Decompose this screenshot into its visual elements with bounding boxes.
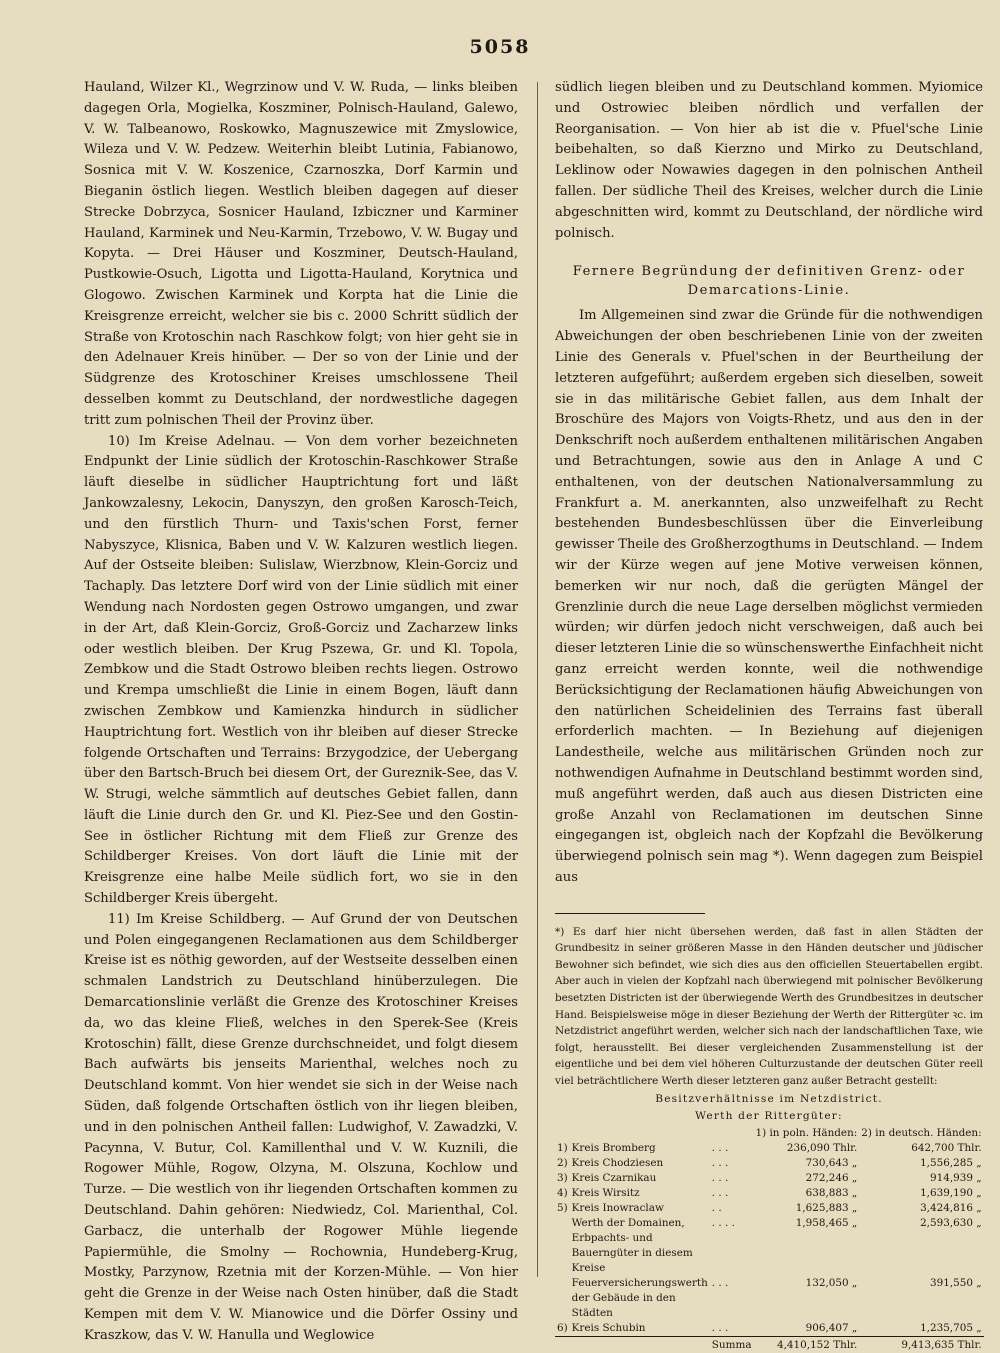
value-polish: 1,625,883 „: [795, 1201, 858, 1214]
table-body: [555, 1141, 984, 1353]
value-german: 642,700 Thlr.: [911, 1141, 982, 1154]
section-heading: Fernere Begründung der definitiven Grenz- oder Demarcations-Linie.: [572, 264, 966, 299]
table-row: [555, 1186, 984, 1201]
value-german: 1,556,285 „: [920, 1156, 982, 1169]
row-label: Kreis Bromberg: [571, 1141, 656, 1154]
value-polish: 132,050 „: [805, 1276, 858, 1289]
value-polish: 272,246 „: [805, 1171, 858, 1184]
footnote-rule: [555, 913, 705, 914]
column-header-german: 2) in deutsch. Händen:: [861, 1126, 982, 1139]
value-german: 3,424,816 „: [920, 1201, 982, 1214]
value-polish: 1,958,465 „: [795, 1216, 858, 1229]
column-divider: [537, 82, 538, 1277]
table-row: [555, 1276, 984, 1321]
paragraph-kreis-adelnau: 10) Im Kreise Adelnau. — Von dem vorher bezeichneten Endpunkt der Linie südlich der Krotoschin-Raschkower Straße läuft dieselbe in südlicher Hauptrichtung fort und läßt Jankowzalesny, Lekocin, Danyszyn, den großen Karosch-Teich, und den fürstlich Thurn- und Taxis'schen Forst, ferner Nabyszyce, Klisnica, Baben und V. W. Kalzuren westlich liegen. Auf der Ostseite bleiben: Sulislaw, Wierzbnow, Klein-Gorciz und Tachaply. Das letztere Dorf wird von der Linie südlich mit einer Wendung nach Nordosten gegen Ostrowo umgangen, und zwar in der Art, daß Klein-Gorciz, Groß-Gorciz und Zacharzew links oder westlich bleiben. Der Krug Pszewa, Gr. und Kl. Topola, Zembkow und die Stadt Ostrowo bleiben rechts liegen. Ostrowo und Krempa umschließt die Linie in einem Bogen, läuft dann zwischen Zembkow und Kamienzka hindurch in südlicher Hauptrichtung fort. Westlich von ihr bleiben auf dieser Strecke folgende Ortschaften und Terrains: Brzygodzice, der Uebergang über den Bartsch-Bruch bei diesem Ort, der Gureznik-See, das V. W. Strugi, welche sämmtlich auf deutsches Gebiet fallen, dann läuft die Linie durch den Gr. und Kl. Piez-See und den Gostin-See in östlicher Richtung mit dem Fließ zur Grenze des Schildberger Kreises. Von dort läuft die Linie mit der Kreisgrenze eine halbe Meile südlich fort, wo sie in den Schildberger Kreis übergeht.: [84, 433, 518, 907]
paragraph-schildberg-continued: südlich liegen bleiben und zu Deutschland kommen. Myiomice und Ostrowiec bleiben nördlich und verfallen der Reorganisation. — Von hier ab ist die v. Pfuel'sche Linie beibehalten, so daß Kierzno und Mirko zu Deutschland, Leklinow oder Nowawies dagegen in den polnischen Antheil fallen. Der südliche Theil des Kreises, welcher durch die Linie abgeschnitten wird, kommt zu Deutschland, der nördliche wird polnisch.: [555, 80, 983, 241]
paragraph-justification: Im Allgemeinen sind zwar die Gründe für die nothwendigen Abweichungen der oben beschriebenen Linie von der zweiten Linie des Generals v. Pfuel'schen in der Beurtheilung der letzteren aufgeführt; außerdem ergeben sich dieselben, soweit sie in das militärische Gebiet fallen, aus dem Inhalt der Broschüre des Majors von Voigts-Rhetz, und aus den in der Denkschrift noch außerdem enthaltenen militärischen Angaben und Betrachtungen, sowie aus den in Anlage A und C enthaltenen, von der deutschen Nationalversammlung zu Frankfurt a. M. anerkannten, also unzweifelhaft zu Recht bestehenden Bundesbeschlüssen über die Einverleibung gewisser Theile des Großherzogthums in Deutschland. — Indem wir der Kürze wegen auf jene Motive verweisen können, bemerken wir nur noch, daß die gerügten Mängel der Grenzlinie durch die neue Lage derselben möglichst vermieden würden; wir dürfen jedoch nicht verschweigen, daß auch bei dieser letzteren Linie die so wünschenswerthe Einfachheit nicht ganz erreicht werden konnte, weil die nothwendige Berücksichtigung der Reclamationen häufig Abweichungen von den natürlichen Scheidelinien des Terrains fast überall erforderlich machten. — In Beziehung auf diejenigen Landestheile, welche aus militärischen Gründen noch zur nothwendigen Aufnahme in Deutschland bestimmt worden sind, muß angeführt werden, daß auch aus diesen Districten eine große Anzahl von Reclamationen im deutschen Sinne eingegangen ist, obgleich nach der Kopfzahl die Bevölkerung überwiegend polnisch sein mag *). Wenn dagegen zum Beispiel aus: [555, 308, 983, 885]
row-dots: . . .: [711, 1276, 729, 1289]
value-german: 391,550 „: [929, 1276, 982, 1289]
row-label: Werth der Domainen, Erbpachts- und Bauerngüter in diesem Kreise: [571, 1216, 693, 1274]
value-polish: 730,643 „: [805, 1156, 858, 1169]
value-polish: 638,883 „: [805, 1186, 858, 1199]
table-row: [555, 1201, 984, 1216]
left-column: [84, 78, 518, 1347]
footnote: [555, 924, 983, 1353]
row-label: Kreis Czarnikau: [571, 1171, 657, 1184]
value-german: 1,639,190 „: [920, 1186, 982, 1199]
value-german: 914,939 „: [929, 1171, 982, 1184]
row-dots: . . .: [711, 1156, 729, 1169]
paragraph-krotoschin-continued: Hauland, Wilzer Kl., Wegrzinow und V. W. Ruda, — links bleiben dagegen Orla, Mogielka, Koszminer, Polnisch-Hauland, Galewo, V. W. Talbeanowo, Roskowko, Magnuszewice mit Zmyslowice, Wileza und V. W. Pedzew. Weiterhin bleibt Lutinia, Fabianowo, Sosnica mit V. W. Koszenice, Czarnoszka, Dorf Karmin und Bieganin östlich liegen. Westlich bleiben dagegen auf dieser Strecke Dobrzyca, Sosnicer Hauland, Izbiczner und Karminer Hauland, Karminek und Neu-Karmin, Trzebowo, V. W. Bugay und Kopyta. — Drei Häuser und Koszminer, Deutsch-Hauland, Pustkowie-Osuch, Ligotta und Ligotta-Hauland, Korytnica und Glogowo. Zwischen Karminek und Korpta hat die Linie die Kreisgrenze erreicht, welcher sie bis c. 2000 Schritt südlich der Straße von Krotoschin nach Raschkow folgt; von hier geht sie in den Adelnauer Kreis hinüber. — Der so von der Linie und der Südgrenze des Krotoschiner Kreises umschlossene Theil desselben kommt zu Deutschland, der nordwestliche dagegen tritt zum polnischen Theil der Provinz über.: [84, 80, 518, 428]
table-row: [555, 1156, 984, 1171]
value-polish: 236,090 Thlr.: [786, 1141, 858, 1154]
row-number: 6): [557, 1321, 568, 1334]
row-label: Kreis Chodziesen: [571, 1156, 664, 1169]
table-row: [555, 1141, 984, 1156]
row-number: 4): [557, 1186, 568, 1199]
sum-german: 9,413,635 Thlr.: [859, 1336, 983, 1353]
sum-polish: 4,410,152 Thlr.: [754, 1336, 860, 1353]
table-row: [555, 1321, 984, 1337]
page-number: 5058: [469, 36, 531, 58]
table-row: [555, 1171, 984, 1186]
row-number: 3): [557, 1171, 568, 1184]
row-number: [555, 1276, 570, 1321]
value-german: 2,593,630 „: [920, 1216, 982, 1229]
value-polish: 906,407 „: [805, 1321, 858, 1334]
value-german: 1,235,705 „: [920, 1321, 982, 1334]
row-number: 5): [557, 1201, 568, 1214]
table-title: Besitzverhältnisse im Netzdistrict.: [655, 1092, 883, 1105]
row-label: Kreis Inowraclaw: [571, 1201, 664, 1214]
sum-label: Summa: [710, 1336, 754, 1353]
row-label: Kreis Wirsitz: [571, 1186, 640, 1199]
right-column: [555, 78, 983, 1353]
row-dots: . .: [711, 1201, 722, 1214]
table-header-row: [555, 1126, 984, 1141]
row-label: Kreis Schubin: [571, 1321, 646, 1334]
row-number: 2): [557, 1156, 568, 1169]
row-label: Feuerversicherungswerth der Gebäude in den Städten: [571, 1276, 708, 1319]
row-dots: . . .: [711, 1141, 729, 1154]
table-sum-row: [555, 1336, 984, 1353]
paragraph-kreis-schildberg: 11) Im Kreise Schildberg. — Auf Grund der von Deutschen und Polen eingegangenen Reclamationen aus dem Schildberger Kreise ist es nöthig geworden, auf der Westseite desselben einen schmalen Landstrich zu Deutschland hinüberzulegen. Die Demarcationslinie verläßt die Grenze des Krotoschiner Kreises da, wo das kleine Fließ, welches in den Sperek-See (Kreis Krotoschin) fällt, diese Grenze durchschneidet, und folgt diesem Bach aufwärts bis jenseits Marienthal, welches noch zu Deutschland kommt. Von hier wendet sie sich in der Weise nach Süden, daß folgende Ortschaften östlich von ihr liegen bleiben, und in den polnischen Antheil fallen: Ludwighof, V. Zawadzki, V. Pacynna, V. Butur, Col. Kamillenthal und V. W. Kuznili, die Rogower Mühle, Rogow, Olzyna, M. Olszuna, Kochlow und Turze. — Die westlich von ihr liegenden Ortschaften kommen zu Deutschland. Dahin gehören: Niedwiedz, Col. Marienthal, Col. Garbacz, die unterhalb der Rogower Mühle liegende Papiermühle, die Smolny — Rochownia, Hundeberg-Krug, Mostky, Parzynow, Rzetnia mit der Korzen-Mühle. — Von hier geht die Grenze in der Weise nach Osten hinüber, daß die Stadt Kempen mit dem V. W. Mianowice und die Dörfer Ossiny und Kraszkow, das V. W. Hanulla und Weglowice: [84, 911, 518, 1343]
row-number: [555, 1216, 570, 1276]
table-row: [555, 1216, 984, 1276]
row-dots: . . .: [711, 1171, 729, 1184]
row-dots: . . . .: [711, 1216, 735, 1229]
estate-value-table: [555, 1126, 984, 1353]
table-subtitle: Werth der Rittergüter:: [695, 1109, 843, 1122]
row-dots: . . .: [711, 1186, 729, 1199]
footnote-text: *) Es darf hier nicht übersehen werden, daß fast in allen Städten der Grundbesitz in seiner größeren Masse in den Händen deutscher und jüdischer Bewohner sich befindet, wie sich dies aus den officiellen Steuertabellen ergibt. Aber auch in vielen der Kopfzahl nach überwiegend mit polnischer Bevölkerung besetzten Districten ist der überwiegende Werth des Grundbesitzes in deutscher Hand. Beispielsweise möge in dieser Beziehung der Werth der Rittergüter ꝛc. im Netzdistrict angeführt werden, welcher sich nach der landschaftlichen Taxe, wie folgt, herausstellt. Bei dieser vergleichenden Zusammenstellung ist der eigentliche und bei dem viel höheren Culturzustande der deutschen Güter reell viel beträchtlichere Werth dieser letzteren ganz außer Betracht gestellt:: [555, 925, 983, 1088]
row-number: 1): [557, 1141, 568, 1154]
column-header-polish: 1) in poln. Händen:: [755, 1126, 858, 1139]
row-dots: . . .: [711, 1321, 729, 1334]
